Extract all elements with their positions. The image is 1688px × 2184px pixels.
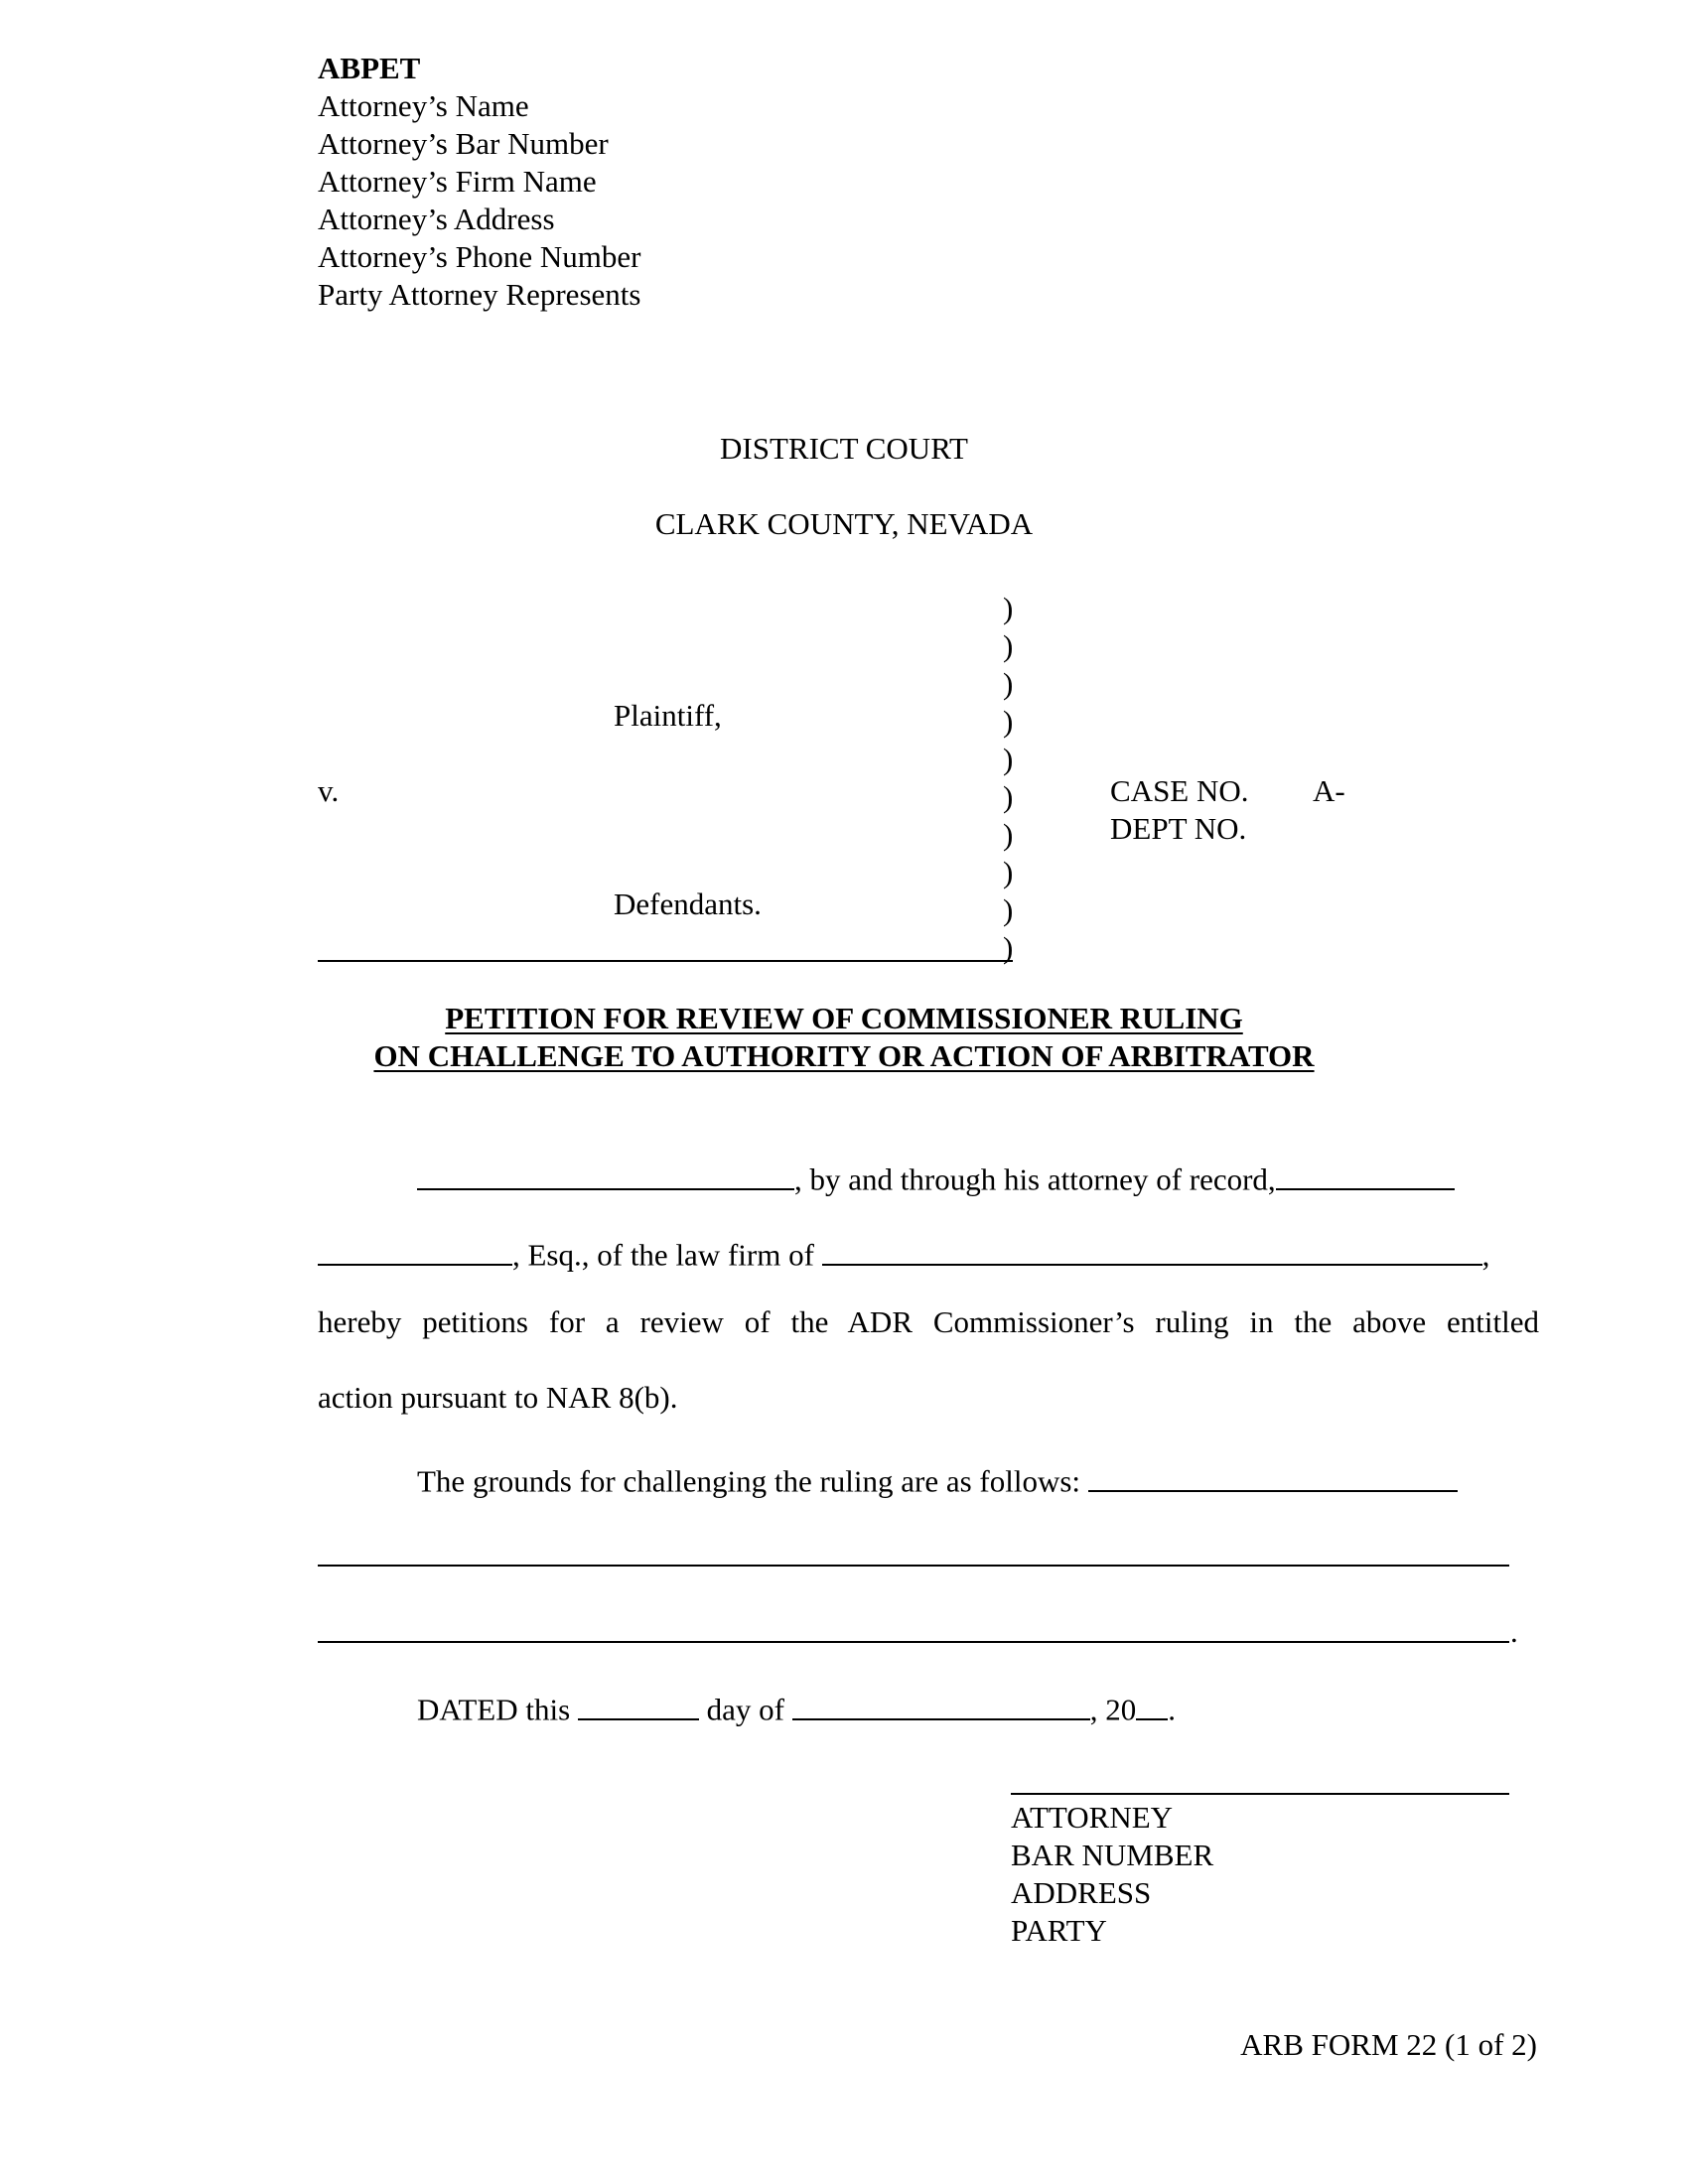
caption-paren: ) — [1003, 817, 1014, 852]
caption-paren: ) — [1003, 930, 1014, 965]
day-of-text: day of — [706, 1692, 784, 1727]
signature-block — [1011, 1799, 1213, 1950]
court-county: CLARK COUNTY, NEVADA — [654, 506, 1034, 541]
document-title-line-2: ON CHALLENGE TO AUTHORITY OR ACTION OF ARBITRATOR — [373, 1038, 1315, 1073]
court-name: DISTRICT COURT — [720, 431, 968, 466]
law-firm-blank[interactable] — [822, 1231, 1482, 1266]
caption-paren: ) — [1003, 666, 1014, 701]
signature-bar-number-label: BAR NUMBER — [1011, 1838, 1214, 1872]
signature-address-label: ADDRESS — [1011, 1875, 1152, 1910]
caption-paren: ) — [1003, 779, 1014, 814]
petition-text-line: hereby petitions for a review of the ADR Commissioner’s ruling in the above entitled — [318, 1304, 1539, 1339]
case-number-label: CASE NO. — [1110, 773, 1249, 808]
grounds-text: The grounds for challenging the ruling are as follows: — [417, 1463, 1081, 1499]
party-represented-line: Party Attorney Represents — [318, 277, 641, 312]
caption-parenthesis-column — [1003, 590, 1013, 967]
caption-paren: ) — [1003, 742, 1014, 776]
attorney-bar-number-line: Attorney’s Bar Number — [318, 126, 609, 161]
attorney-firm-name-line: Attorney’s Firm Name — [318, 164, 597, 199]
attorney-name-blank[interactable] — [318, 1231, 512, 1266]
petitioner-line — [417, 1156, 1455, 1195]
attorney-info-block — [318, 50, 640, 314]
attorney-address-line: Attorney’s Address — [318, 202, 555, 236]
pursuant-text-line: action pursuant to NAR 8(b). — [318, 1380, 678, 1415]
signature-party-label: PARTY — [1011, 1913, 1107, 1948]
caption-paren: ) — [1003, 628, 1014, 663]
grounds-continuation-blank-2[interactable] — [318, 1641, 1509, 1643]
form-code: ABPET — [318, 51, 421, 85]
versus-label: v. — [318, 773, 340, 808]
year-prefix-text: , 20 — [1089, 1692, 1137, 1727]
by-and-through-text: , by and through his attorney of record, — [794, 1161, 1276, 1197]
document-title-line-1: PETITION FOR REVIEW OF COMMISSIONER RULING — [445, 1001, 1243, 1035]
caption-paren: ) — [1003, 591, 1014, 625]
caption-underline — [318, 960, 1013, 962]
form-footer-label: ARB FORM 22 (1 of 2) — [1240, 2027, 1537, 2062]
grounds-period: . — [1510, 1614, 1518, 1649]
attorney-firm-line — [318, 1231, 1489, 1271]
year-blank[interactable] — [1136, 1686, 1168, 1720]
caption-paren: ) — [1003, 704, 1014, 739]
year-period: . — [1168, 1692, 1176, 1727]
month-blank[interactable] — [792, 1686, 1090, 1720]
attorney-phone-line: Attorney’s Phone Number — [318, 239, 641, 274]
attorney-of-record-blank[interactable] — [1276, 1156, 1455, 1190]
grounds-continuation-blank-1[interactable] — [318, 1565, 1509, 1567]
grounds-line — [417, 1457, 1458, 1497]
defendants-label: Defendants. — [614, 887, 762, 921]
plaintiff-label: Plaintiff, — [614, 698, 722, 733]
grounds-blank[interactable] — [1088, 1457, 1458, 1492]
firm-line-comma: , — [1481, 1237, 1490, 1273]
dated-this-text: DATED this — [417, 1692, 571, 1727]
esq-law-firm-text: , Esq., of the law firm of — [512, 1237, 814, 1273]
caption-paren: ) — [1003, 892, 1014, 927]
case-number-prefix: A- — [1313, 773, 1345, 808]
signature-attorney-label: ATTORNEY — [1011, 1800, 1174, 1835]
day-blank[interactable] — [578, 1686, 699, 1720]
petitioner-name-blank[interactable] — [417, 1156, 794, 1190]
dated-line — [417, 1686, 1176, 1725]
department-number-label: DEPT NO. — [1110, 811, 1247, 846]
attorney-name-line: Attorney’s Name — [318, 88, 529, 123]
signature-line[interactable] — [1011, 1793, 1509, 1795]
caption-paren: ) — [1003, 855, 1014, 889]
